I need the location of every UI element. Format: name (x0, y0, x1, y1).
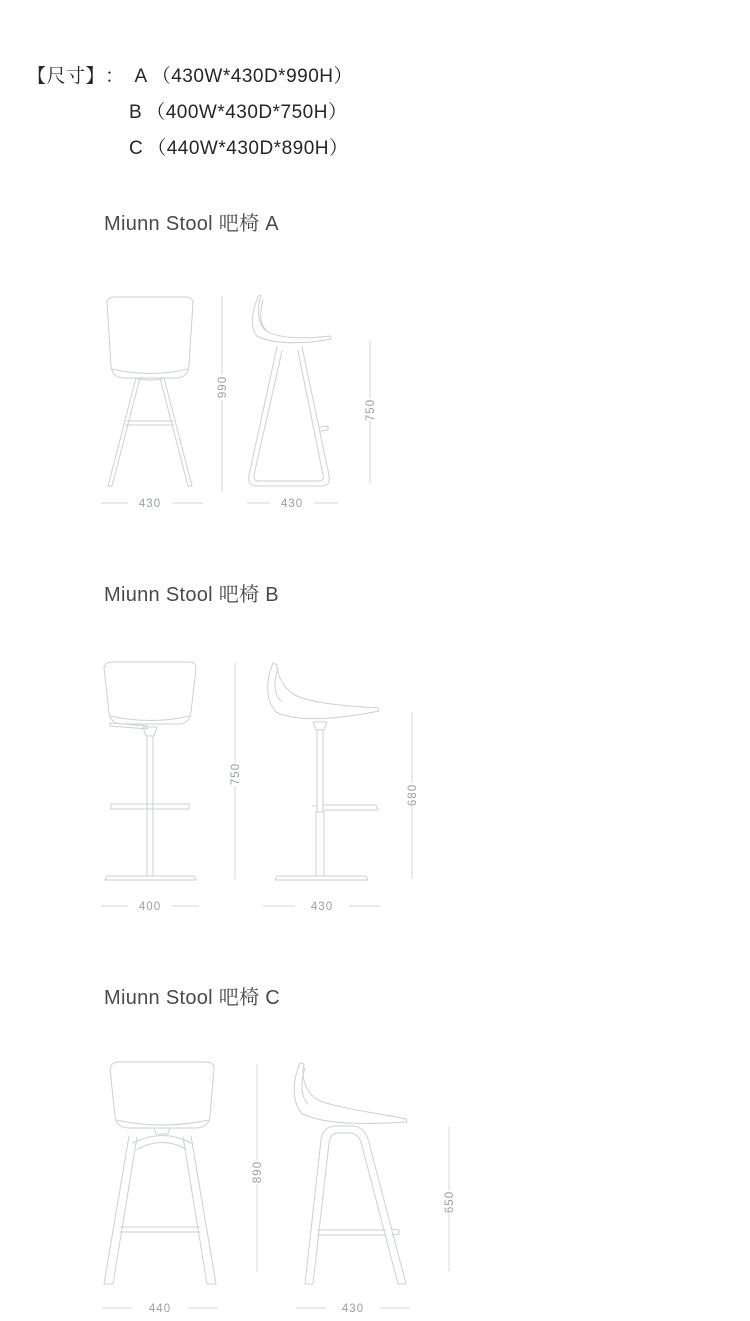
dim-label-890: 890 (252, 1160, 265, 1184)
dim-label-430: 430 (341, 1303, 365, 1315)
stool-c-side-width-dimension (296, 1303, 410, 1315)
variant-b: B (129, 102, 143, 123)
dim-label-430: 430 (310, 901, 334, 913)
size-section-label: 【尺寸】 (27, 66, 106, 87)
dim-label-400: 400 (138, 901, 162, 913)
section-c-title: Miunn Stool 吧椅 C (104, 987, 280, 1009)
dim-label-430: 430 (138, 498, 162, 510)
stool-a-front-view (107, 297, 193, 486)
dims-a: （430W*430D*990H） (151, 66, 353, 87)
stool-a-side-view (249, 295, 331, 486)
stool-b-front-view (104, 662, 196, 880)
stool-c-side-height-dimension (444, 1127, 456, 1271)
stool-b-front-height-dimension (230, 663, 242, 879)
stool-c-front-width-dimension (102, 1303, 218, 1315)
dim-label-750: 750 (365, 398, 378, 422)
dim-label-650: 650 (444, 1190, 457, 1214)
stool-a-side-height-dimension (365, 341, 377, 483)
section-a-title: Miunn Stool 吧椅 A (104, 213, 279, 235)
dim-label-680: 680 (407, 783, 420, 807)
variant-c: C (129, 138, 144, 159)
dim-label-750: 750 (230, 762, 243, 786)
dims-b: （400W*430D*750H） (146, 102, 348, 123)
stool-a-drawing (0, 280, 750, 520)
dims-c: （440W*430D*890H） (147, 138, 349, 159)
section-b-title: Miunn Stool 吧椅 B (104, 584, 279, 606)
size-spec-header (27, 59, 353, 167)
stool-c-front-view (104, 1062, 216, 1284)
stool-a-front-height-dimension (217, 296, 229, 492)
stool-c-front-height-dimension (252, 1064, 264, 1272)
stool-b-drawing (0, 650, 750, 920)
dim-label-990: 990 (217, 375, 230, 399)
colon: ： (105, 66, 125, 87)
dim-label-440: 440 (148, 1303, 172, 1315)
spec-line-b (27, 95, 353, 131)
stool-b-side-height-dimension (407, 712, 419, 879)
stool-b-side-width-dimension (263, 901, 381, 913)
stool-a-front-width-dimension (101, 498, 203, 510)
spec-line-c (27, 131, 353, 167)
variant-a: A (134, 66, 148, 87)
stool-a-side-width-dimension (247, 498, 338, 510)
spec-line-a (27, 59, 353, 95)
dim-label-430-side: 430 (280, 498, 304, 510)
stool-c-side-view (294, 1063, 407, 1284)
stool-b-front-width-dimension (101, 901, 199, 913)
stool-c-drawing (0, 1050, 750, 1321)
stool-b-side-view (268, 663, 379, 880)
